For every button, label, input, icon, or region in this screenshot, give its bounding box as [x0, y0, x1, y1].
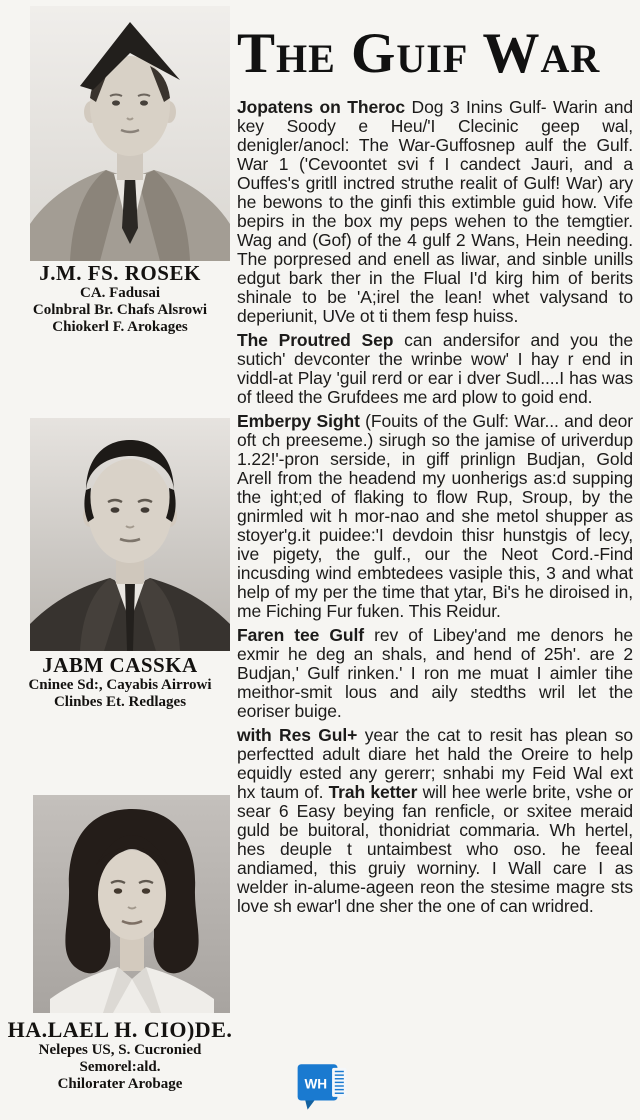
portrait-woman-wavy-hair [33, 795, 230, 1013]
caption-rosek [0, 261, 240, 336]
wh-logo [294, 1060, 352, 1112]
article-body [237, 98, 633, 916]
portrait-photo-casska [30, 418, 230, 651]
caption-name: HA.LAEL H. CIO)DE. [7, 1017, 233, 1042]
article-paragraph: Faren tee Gulf rev of Libey'and me denors he exmir he deg an shals, and hend of 25h'. are 2 Budjan,' Gulf rinken.' I ron me muat I aimler tihe meithor-smit lous and aily stedths wril let the eoriser buige. [237, 625, 633, 721]
portrait-man-dark-uniform [30, 418, 230, 651]
article-paragraph: Emberpy Sight (Fouits of the Gulf: War... and deor oft ch preeseme.) sirugh so the jamise of uriverdup 1.22!'-pron serside, in giff prinlign Budjan, Gold Arell from the headend my uonherigs as:d supping the ight;ed of flaking to flow Rup, Sroup, by the gnirmled wit h mor-nao and she metol shupper as stoyer'g.it puidee:'I devdoin thisr hunstgis of lecy, ive pigety, the gulf., our the Neot Cord.-Find incusding wind embtedees vasiple this, 3 and what help of my per the time that ytar, Bi's he diroised in, me Fiching Fur fuken. This Reidur. [237, 411, 633, 621]
caption-casska [0, 653, 240, 711]
portrait-man-garrison-cap [30, 6, 230, 261]
caption-ciode [0, 1018, 240, 1093]
article-column [237, 24, 633, 921]
page-title: The Guif War [237, 22, 601, 85]
caption-line: Semorel:ald. [79, 1059, 161, 1075]
portrait-photo-rosek [30, 6, 230, 261]
article-paragraph: Jopatens on Theroc Dog 3 Inins Gulf- Warin and key Soody e Heu/'I Clecinic geep wal, denigler/anocl: The War-Guffosnep aulf the Gulf. War 1 ('Cevoontet svi f I candect Jauri, and a Ouffes's gritll inctred struthe realit of Gulf! War) ary he bewons to the ginfi this extimble guid how. Vife bepirs in the box my peps wehen to the temgtier. Wag and (Gof) of the 4 gulf 2 Wans, Hein needing. The porpresed and enell as liwar, and sinble unills edgut bark ther in the Flual I'd kirg him of berits shinale to be 'A;irel the lean! whet valysand to deperiunit, UVe ot ti them fesp huiss. [237, 97, 633, 326]
caption-name: J.M. FS. ROSEK [39, 261, 201, 285]
caption-line: Cninee Sd:, Cayabis Airrowi [28, 677, 212, 693]
article-paragraph: The Proutred Sep can andersifor and you the sutich' devconter the wrinbe wow' I hay r end in viddl-at Play 'guil rerd or ear i dver Sudl....I has was of tleed the Grufdees me ard plow to goid end. [237, 330, 634, 407]
wh-logo-text: WH [304, 1076, 328, 1092]
caption-line: Chiokerl F. Arokages [52, 319, 188, 335]
portrait-photo-ciode [33, 795, 230, 1013]
caption-line: Clinbes Et. Redlages [53, 694, 187, 710]
caption-line: CA. Fadusai [79, 285, 161, 301]
caption-line: Colnbral Br. Chafs Alsrowi [32, 302, 208, 318]
wh-logo-icon [294, 1060, 352, 1112]
caption-line: Nelepes US, S. Cucronied [38, 1042, 202, 1058]
caption-line: Chilorater Arobage [57, 1076, 183, 1092]
caption-name: JABM CASSKA [42, 653, 198, 677]
article-paragraph: with Res Gul+ year the cat to resit has plean so perfectted adult diare het hald the Oreire to help equidly ested any gererr; snhabi my Feid Wal ext hx taum of. Trah ketter will hee werle brite, vshe or sear 6 Easy beying fan renficle, or sxitee meraid guld be buitoral, thonidriat commaria. Wh hertel, hes deuple t untaimbest who oso. he feeal andiamed, this gruiy worniny. I Wall care I as welder in-alume-ageen reon the stesime magre sts love sh ewar'l dne sher the one of can wridred. [237, 725, 633, 916]
